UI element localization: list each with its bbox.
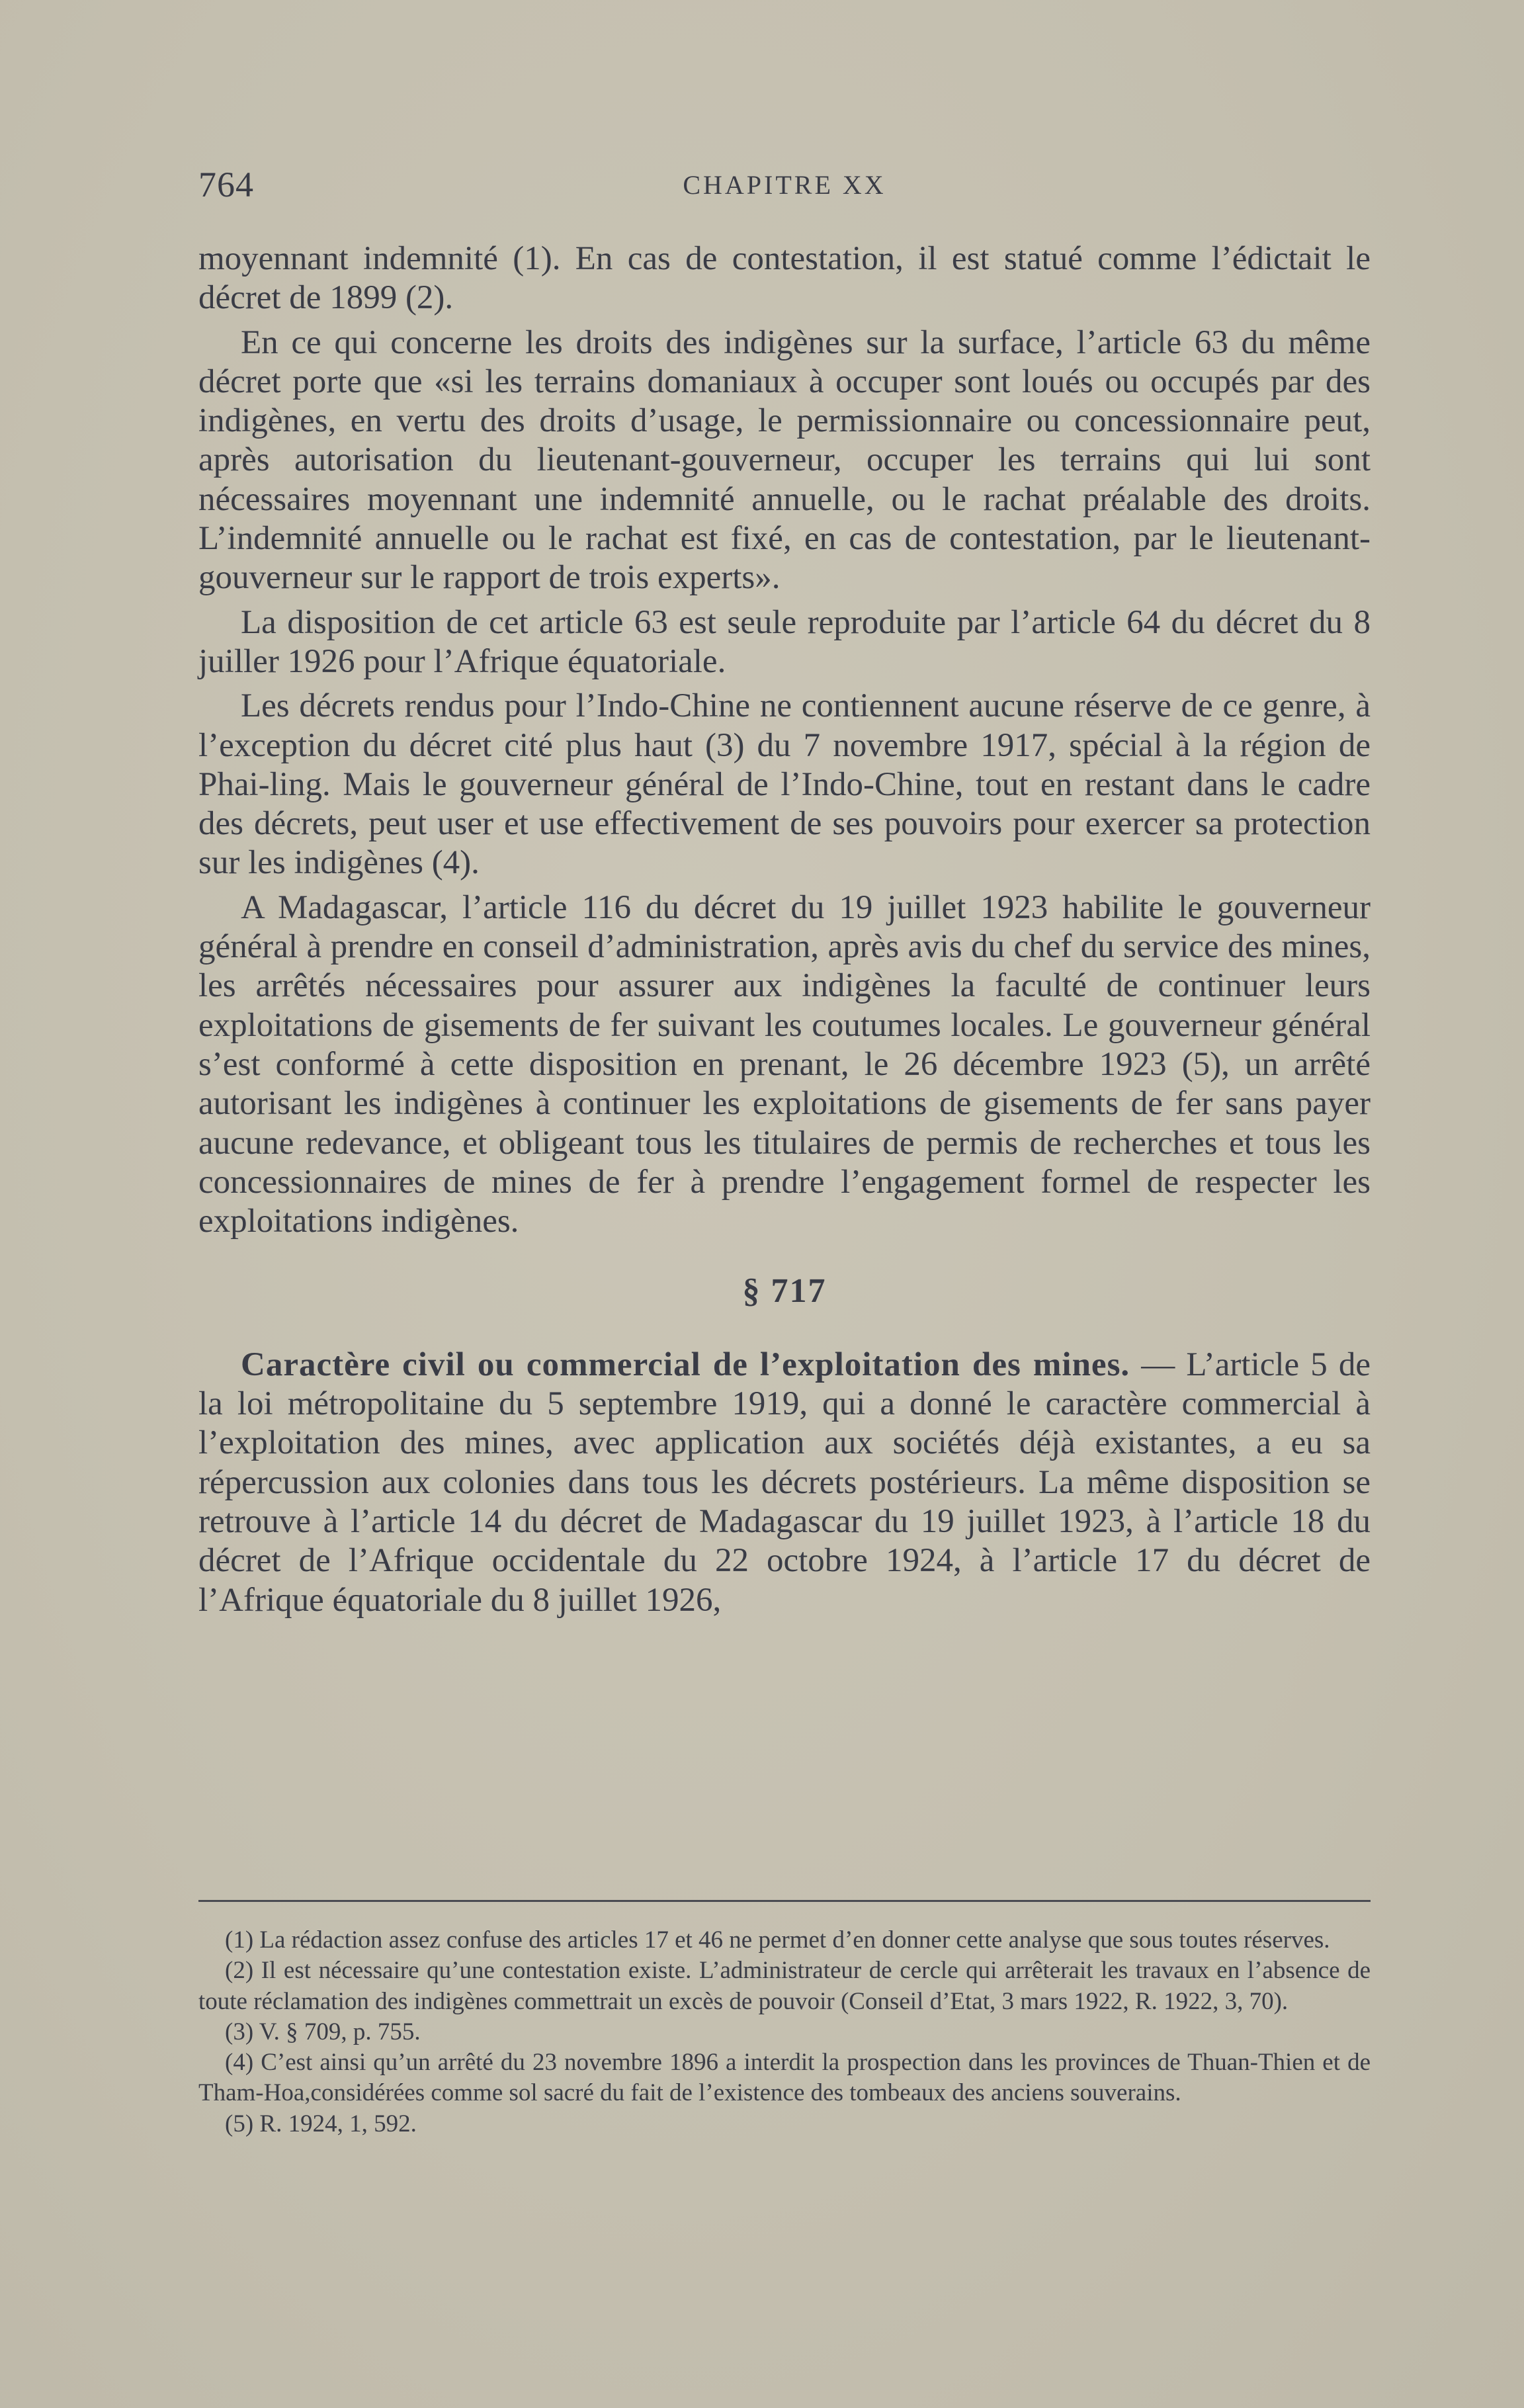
body-text (198, 239, 1371, 1620)
paragraph: A Madagascar, l’article 116 du décret du 19 juillet 1923 habilite le gouverneur général à prendre en conseil d’administration, après avis du chef du service des mines, les arrêtés nécessaires pour assurer aux indigènes la faculté de continuer leurs exploitations de gisements de fer suivant les coutumes locales. Le gouverneur général s’est conformé à cette disposition en prenant, le 26 décembre 1923 (5), un arrêté autorisant les indigènes à continuer les exploitations de gisements de fer sans payer aucune redevance, et obligeant tous les titulaires de permis de recherches et tous les concessionnaires de mines de fer à prendre l’engagement formel de respecter les exploitations indigènes. (198, 888, 1371, 1240)
section-paragraph (198, 1346, 1371, 1620)
footnote: (5) R. 1924, 1, 592. (225, 2110, 417, 2137)
footnote: (3) V. § 709, p. 755. (225, 2018, 421, 2045)
section-number: § 717 (742, 1272, 827, 1311)
footnote: (1) La rédaction assez confuse des articles 17 et 46 ne permet d’en donner cette analyse que sous toutes réserves. (225, 1926, 1330, 1954)
section-heading: Caractère civil ou commercial de l’exploitation des mines. (241, 1346, 1130, 1383)
footnote: (2) Il est nécessaire qu’une contestation existe. L’administrateur de cercle qui arrêterait les travaux en l’absence de toute réclamation des indigènes commettrait un excès de pouvoir (Conseil d’Etat, 3 mars 1922, R. 1922, 3, 70). (198, 1957, 1371, 2015)
footnote: (4) C’est ainsi qu’un arrêté du 23 novembre 1896 a interdit la prospection dans les provinces de Thuan-Thien et de Tham-Hoa,considérées comme sol sacré du fait de l’existence des tombeaux des anciens souverains. (198, 2049, 1371, 2107)
footnote-divider (198, 1900, 1371, 1902)
paragraph: Les décrets rendus pour l’Indo-Chine ne contiennent aucune réserve de ce genre, à l’exception du décret cité plus haut (3) du 7 novembre 1917, spécial à la région de Phai-ling. Mais le gouverneur général de l’Indo-Chine, tout en restant dans le cadre des décrets, peut user et use effectivement de ses pouvoirs pour exercer sa protection sur les indigènes (4). (198, 687, 1371, 882)
paragraph: En ce qui concerne les droits des indigènes sur la surface, l’article 63 du même décret porte que «si les terrains domaniaux à occuper sont loués ou occupés par des indigènes, en vertu des droits d’usage, le permissionnaire ou concessionnaire peut, après autorisation du lieutenant-gouverneur, occuper les terrains qui lui sont nécessaires moyennant une indemnité annuelle, ou le rachat préalable des droits. L’indemnité annuelle ou le rachat est fixé, en cas de contestation, par le lieutenant-gouverneur sur le rapport de trois experts». (198, 323, 1371, 597)
footnotes (198, 1925, 1371, 2139)
section-text: — L’article 5 de la loi métropolitaine du 5 septembre 1919, qui a donné le caractère commercial à l’exploitation des mines, avec application aux sociétés déjà existantes, a eu sa répercussion aux colonies dans tous les décrets postérieurs. La même disposition se retrouve à l’article 14 du décret de Madagascar du 19 juillet 1923, à l’article 18 du décret de l’Afrique occidentale du 22 octobre 1924, à l’article 17 du décret de l’Afrique équatoriale du 8 juillet 1926, (198, 1346, 1371, 1619)
page-number: 764 (198, 165, 254, 204)
paragraph: La disposition de cet article 63 est seule reproduite par l’article 64 du décret du 8 juiller 1926 pour l’Afrique équatoriale. (198, 603, 1371, 680)
page-header (198, 164, 1371, 210)
paragraph: moyennant indemnité (1). En cas de contestation, il est statué comme l’édictait le décret de 1899 (2). (198, 240, 1371, 317)
running-head: CHAPITRE XX (683, 170, 886, 200)
